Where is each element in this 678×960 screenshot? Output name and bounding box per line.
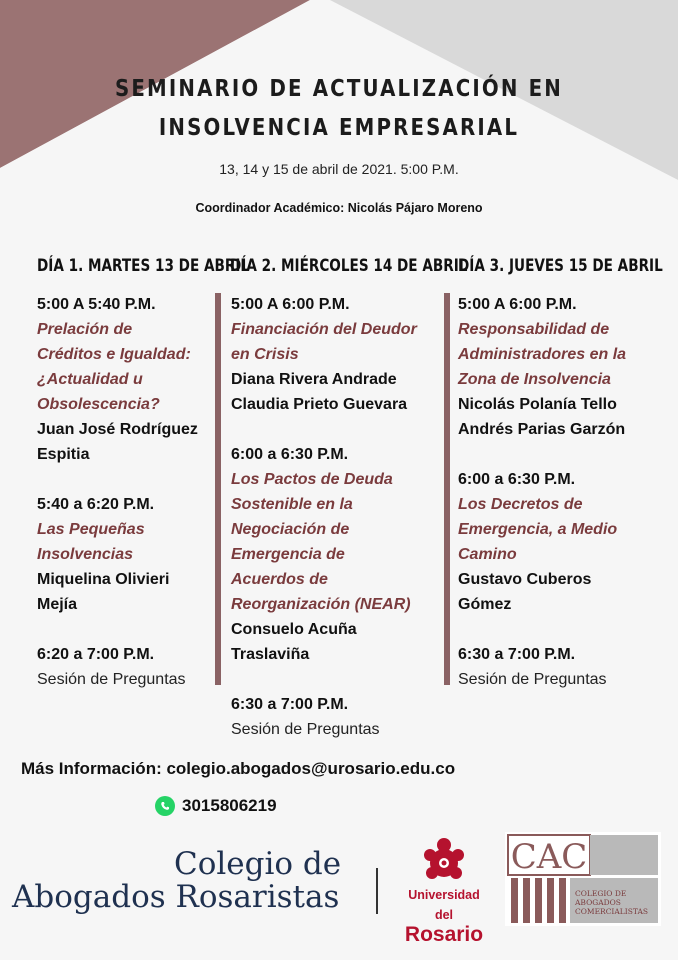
schedule-time: 6:30 a 7:00 P.M. [231,696,349,713]
schedule-speaker: Mejía [37,596,78,613]
schedule-time: 5:00 A 5:40 P.M. [37,296,156,313]
schedule-time: 5:00 A 6:00 P.M. [231,296,350,313]
colegio-logo-line-1: Colegio de [174,846,342,882]
day-3-schedule [458,292,626,692]
spacer [37,467,198,492]
coordinator: Coordinador Académico: Nicolás Pájaro Moreno [195,201,483,215]
cac-line-2: ABOGADOS [575,898,621,907]
schedule-topic: Las Pequeñas [37,521,145,538]
spacer [37,617,198,642]
schedule-session: Sesión de Preguntas [458,671,607,688]
schedule-speaker: Claudia Prieto Guevara [231,396,408,413]
universidad-rosario-logo [398,885,490,945]
cac-initials: CAC [510,837,588,877]
cac-line-3: COMERCIALISTAS [575,907,649,916]
schedule-topic: Prelación de [37,321,133,338]
universidad-rosario-crest-icon [418,833,470,885]
schedule-topic: Los Pactos de Deuda [231,471,393,488]
spacer [231,667,417,692]
day-2-header: DÍA 2. MIÉRCOLES 14 DE ABRIL [230,256,468,276]
title-line-1: SEMINARIO DE ACTUALIZACIÓN EN [114,76,564,102]
title-line-2: INSOLVENCIA EMPRESARIAL [158,115,520,141]
schedule-speaker: Consuelo Acuña [231,621,357,638]
schedule-time: 6:20 a 7:00 P.M. [37,646,155,663]
event-dates: 13, 14 y 15 de abril de 2021. 5:00 P.M. [219,161,459,177]
schedule-topic: Acuerdos de [231,571,328,588]
schedule-topic: Camino [458,546,517,563]
schedule-topic: Zona de Insolvencia [458,371,611,388]
cac-line-1: COLEGIO DE [575,889,627,898]
cac-logo [505,832,661,926]
ur-logo-line-2: Rosario [404,923,484,946]
more-info-email[interactable]: Más Información: colegio.abogados@urosario.edu.co [21,759,456,778]
schedule-topic: Insolvencias [37,546,134,563]
schedule-speaker: Gustavo Cuberos [458,571,592,588]
day-2-schedule [231,292,417,742]
schedule-speaker: Gómez [458,596,512,613]
schedule-topic: en Crisis [231,346,299,363]
schedule-session: Sesión de Preguntas [231,721,380,738]
schedule-topic: ¿Actualidad u [37,371,143,388]
spacer [231,417,417,442]
spacer [458,617,626,642]
schedule-topic: Obsolescencia? [37,396,160,413]
schedule-topic: Emergencia, a Medio [458,521,618,538]
schedule-time: 6:00 a 6:30 P.M. [231,446,349,463]
schedule-topic: Sostenible en la [231,496,353,513]
divider-bar-1 [215,293,221,685]
colegio-abogados-logo [12,848,341,914]
spacer [458,442,626,467]
schedule-topic: Administradores en la [458,346,627,363]
schedule-speaker: Miquelina Olivieri [37,571,170,588]
day-1-schedule [37,292,198,692]
whatsapp-icon [155,796,175,816]
schedule-speaker: Nicolás Polanía Tello [458,396,617,413]
schedule-topic: Créditos e Igualdad: [37,346,191,363]
logo-separator [376,868,378,914]
schedule-time: 5:00 A 6:00 P.M. [458,296,577,313]
schedule-time: 6:30 a 7:00 P.M. [458,646,576,663]
schedule-time: 6:00 a 6:30 P.M. [458,471,576,488]
divider-bar-2 [444,293,450,685]
colegio-logo-line-2: Abogados Rosaristas [12,879,340,915]
ur-logo-line-1: Universidad del [408,888,480,922]
day-3-header: DÍA 3. JUEVES 15 DE ABRIL [458,256,663,276]
schedule-speaker: Diana Rivera Andrade [231,371,397,388]
schedule-topic: Negociación de [231,521,350,538]
schedule-topic: Emergencia de [231,546,345,563]
schedule-topic: Financiación del Deudor [231,321,417,338]
schedule-topic: Reorganización (NEAR) [231,596,411,613]
schedule-topic: Los Decretos de [458,496,583,513]
day-1-header: DÍA 1. MARTES 13 DE ABRIL [37,256,250,276]
schedule-speaker: Espitia [37,446,90,463]
schedule-speaker: Andrés Parias Garzón [458,421,626,438]
schedule-topic: Responsabilidad de [458,321,610,338]
schedule-speaker: Traslaviña [231,646,310,663]
whatsapp-contact[interactable] [155,796,277,816]
schedule-time: 5:40 a 6:20 P.M. [37,496,155,513]
schedule-session: Sesión de Preguntas [37,671,186,688]
phone-number: 3015806219 [182,796,277,815]
schedule-speaker: Juan José Rodríguez [37,421,198,438]
